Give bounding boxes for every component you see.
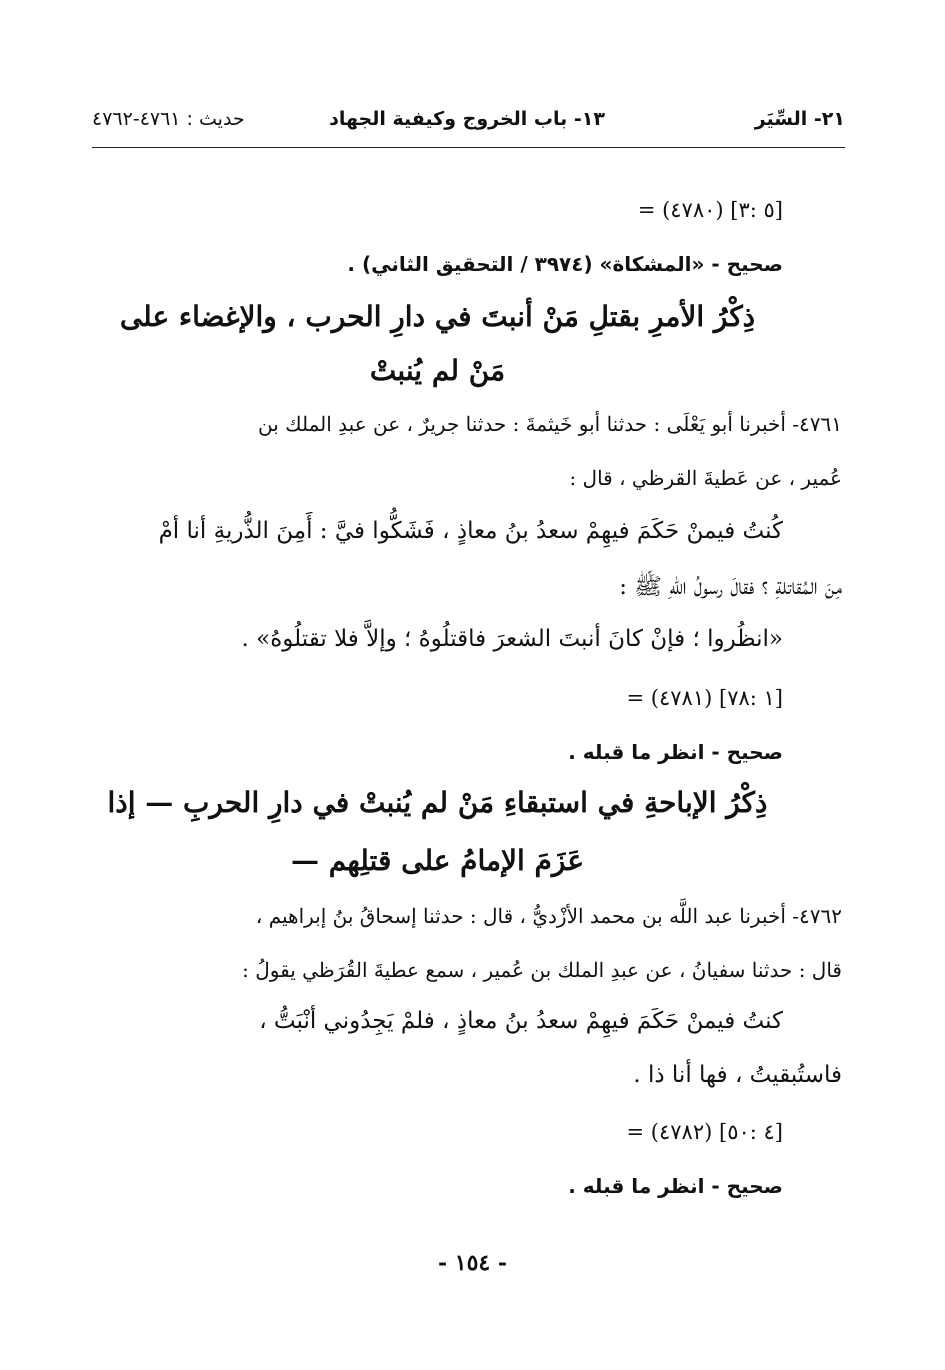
chapter-heading-line: مَنْ لم يُنبتْ [369,354,506,387]
chapter-heading-line: ذِكْرُ الإباحةِ في استبقاءِ مَنْ لم يُنبتْ في دارِ الحربِ — إذا [107,786,768,819]
hadith-isnad: ٤٧٦٢- أخبرنا عبد اللَّه بن محمد الأزْديُّ ، قال : حدثنا إسحاقُ بنُ إبراهيم ، [255,904,842,928]
hadith-grade: صحيح - انظر ما قبله . [568,1174,783,1198]
hadith-grade: صحيح - انظر ما قبله . [568,740,783,764]
hadith-isnad-continued: عُمير ، عن عَطيةَ القرظي ، قال : [569,466,842,490]
cross-reference: = (٤٧٨١) [١ :٧٨] [626,686,783,710]
hadith-text-line: كنتُ فيمنْ حَكَمَ فيهِمْ سعدُ بنُ معاذٍ ، فلمْ يَجِدُوني أنْبَتُّ ، [259,1008,783,1034]
chapter-heading-line: عَزَمَ الإمامُ على قتلِهم — [290,844,585,877]
hadith-isnad: ٤٧٦١- أخبرنا أبو يَعْلَى : حدثنا أبو خَيثمةَ : حدثنا جريرٌ ، عن عبدِ الملك بن [257,412,842,436]
page-number: - ١٥٤ - [437,1250,508,1276]
chapter-heading-line: ذِكْرُ الأمرِ بقتلِ مَنْ أنبتَ في دارِ الحرب ، والإغضاء على [119,300,756,333]
hadith-text-line: مِنَ المُقاتلةِ ؟ فقالَ رسولُ اللهِ ﷺ : [619,574,842,600]
running-header [92,108,845,142]
header-hadith-range: حديث : ٤٧٦١-٤٧٦٢ [92,108,245,130]
hadith-isnad-continued: قال : حدثنا سفيانُ ، عن عبدِ الملك بن عُمير ، سمع عطيةَ القُرَظي يقولُ : [242,958,842,982]
cross-reference: = (٤٧٨٢) [٤ :٥٠] [626,1120,783,1144]
header-chapter-title: ١٣- باب الخروج وكيفية الجهاد [329,108,605,130]
hadith-text-line: فاستُبقيتُ ، فها أنا ذا . [633,1062,842,1088]
cross-reference: = (٤٧٨٠) [٥ :٣] [637,198,783,222]
hadith-grade: صحيح - «المشكاة» (٣٩٧٤ / التحقيق الثاني) . [347,252,783,276]
header-book-title: ٢١- السِّيَر [754,108,845,130]
hadith-text-line: كُنتُ فيمنْ حَكَمَ فيهِمْ سعدُ بنُ معاذٍ ، فَشَكُّوا فيَّ : أَمِنَ الذُّريةِ أنا أمْ [158,518,783,544]
header-divider [92,147,845,148]
hadith-text-line: «انظُروا ؛ فإنْ كانَ أنبتَ الشعرَ فاقتلُوهُ ؛ وإلاَّ فلا تقتلُوهُ» . [241,626,783,652]
